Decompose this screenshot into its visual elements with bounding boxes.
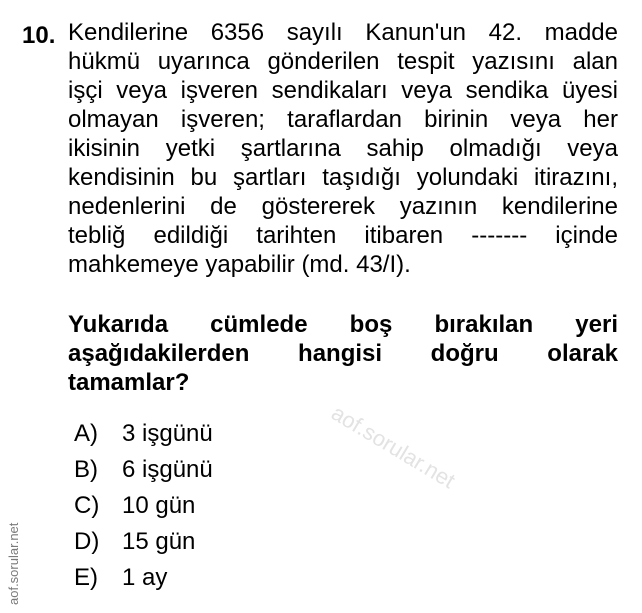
question-line: olmayan işveren; taraflardan birinin veya her — [68, 106, 618, 133]
option-letter: C) — [74, 492, 100, 519]
option-letter: D) — [74, 528, 100, 555]
question-line: mahkemeye yapabilir (md. 43/I). — [68, 251, 411, 278]
option-letter: E) — [74, 564, 98, 591]
question-number: 10. — [22, 22, 56, 49]
option-text: 15 gün — [122, 528, 196, 555]
question-text — [68, 18, 618, 279]
option-text: 3 işgünü — [122, 420, 213, 447]
question-line: nedenlerini de göstererek yazının kendilerine — [68, 193, 618, 220]
question-prompt — [68, 310, 618, 397]
prompt-line: aşağıdakilerden hangisi doğru olarak — [68, 340, 618, 367]
prompt-line: Yukarıda cümlede boş bırakılan yeri — [68, 311, 618, 338]
option-letter: A) — [74, 420, 98, 447]
option-text: 6 işgünü — [122, 456, 213, 483]
option-letter: B) — [74, 456, 98, 483]
prompt-line: tamamlar? — [68, 369, 190, 396]
question-line: ikisinin yetki şartlarına sahip olmadığı veya — [68, 135, 618, 162]
option-text: 10 gün — [122, 492, 196, 519]
diagonal-watermark: aof.sorular.net — [327, 400, 460, 494]
question-line: hükmü uyarınca gönderilen tespit yazısını alan — [68, 48, 618, 75]
side-watermark: aof.sorular.net — [6, 522, 21, 605]
question-line: Kendilerine 6356 sayılı Kanun'un 42. madde — [68, 19, 618, 46]
question-line: işçi veya işveren sendikaları veya sendika üyesi — [68, 77, 618, 104]
option-text: 1 ay — [122, 564, 168, 591]
question-line: tebliğ edildiği tarihten itibaren ------- içinde — [68, 222, 618, 249]
question-line: kendisinin bu şartları taşıdığı yolundaki itirazını, — [68, 164, 618, 191]
